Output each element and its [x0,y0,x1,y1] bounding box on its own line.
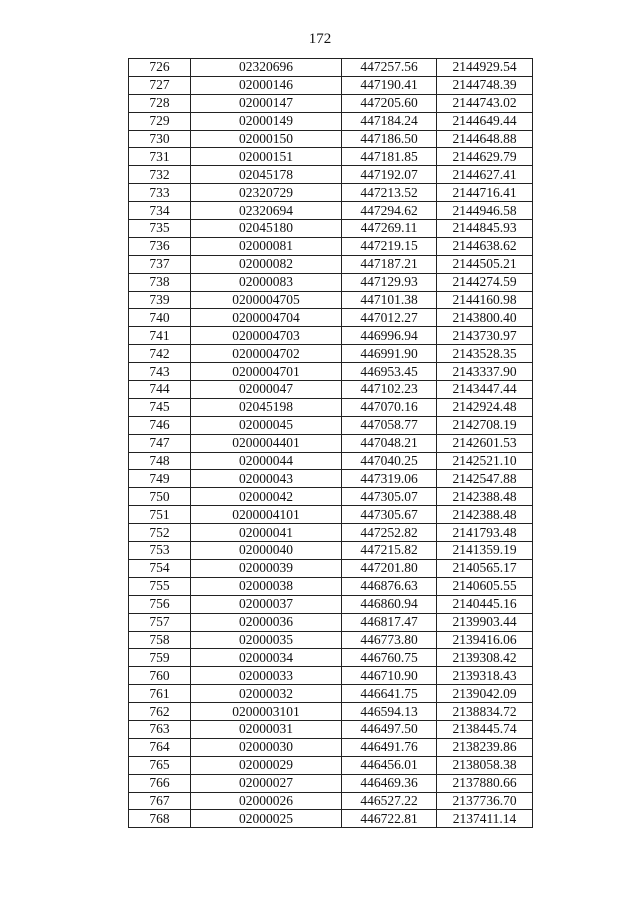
x-coordinate-cell: 446773.80 [342,631,437,649]
table-row [129,220,533,238]
table-row [129,112,533,130]
row-index-cell: 738 [129,273,191,291]
row-index-cell: 759 [129,649,191,667]
y-coordinate-cell: 2142924.48 [437,398,533,416]
point-id-cell: 02000038 [191,577,342,595]
y-coordinate-cell: 2144627.41 [437,166,533,184]
y-coordinate-cell: 2144629.79 [437,148,533,166]
y-coordinate-cell: 2144716.41 [437,184,533,202]
row-index-cell: 753 [129,542,191,560]
row-index-cell: 736 [129,237,191,255]
x-coordinate-cell: 447184.24 [342,112,437,130]
point-id-cell: 02000032 [191,685,342,703]
table-row [129,452,533,470]
x-coordinate-cell: 446760.75 [342,649,437,667]
table-row [129,363,533,381]
row-index-cell: 735 [129,220,191,238]
x-coordinate-cell: 447048.21 [342,434,437,452]
point-id-cell: 02000029 [191,756,342,774]
row-index-cell: 758 [129,631,191,649]
row-index-cell: 730 [129,130,191,148]
point-id-cell: 02000146 [191,76,342,94]
row-index-cell: 734 [129,202,191,220]
row-index-cell: 737 [129,255,191,273]
y-coordinate-cell: 2137411.14 [437,810,533,828]
y-coordinate-cell: 2140605.55 [437,577,533,595]
table-row [129,685,533,703]
row-index-cell: 743 [129,363,191,381]
row-index-cell: 766 [129,774,191,792]
x-coordinate-cell: 446491.76 [342,738,437,756]
y-coordinate-cell: 2142547.88 [437,470,533,488]
y-coordinate-cell: 2137736.70 [437,792,533,810]
y-coordinate-cell: 2138445.74 [437,720,533,738]
x-coordinate-cell: 446594.13 [342,703,437,721]
x-coordinate-cell: 447201.80 [342,559,437,577]
x-coordinate-cell: 447187.21 [342,255,437,273]
y-coordinate-cell: 2139903.44 [437,613,533,631]
table-row [129,720,533,738]
row-index-cell: 726 [129,59,191,77]
x-coordinate-cell: 446817.47 [342,613,437,631]
point-id-cell: 0200004101 [191,506,342,524]
x-coordinate-cell: 447102.23 [342,381,437,399]
point-id-cell: 02045178 [191,166,342,184]
y-coordinate-cell: 2142388.48 [437,506,533,524]
row-index-cell: 755 [129,577,191,595]
coordinates-table-body [129,59,533,828]
point-id-cell: 02000045 [191,416,342,434]
point-id-cell: 02000035 [191,631,342,649]
point-id-cell: 02000027 [191,774,342,792]
y-coordinate-cell: 2141793.48 [437,524,533,542]
row-index-cell: 741 [129,327,191,345]
point-id-cell: 02000081 [191,237,342,255]
table-row [129,470,533,488]
row-index-cell: 748 [129,452,191,470]
table-row [129,488,533,506]
y-coordinate-cell: 2144648.88 [437,130,533,148]
x-coordinate-cell: 447213.52 [342,184,437,202]
row-index-cell: 750 [129,488,191,506]
x-coordinate-cell: 446497.50 [342,720,437,738]
point-id-cell: 02000043 [191,470,342,488]
table-row [129,309,533,327]
row-index-cell: 727 [129,76,191,94]
x-coordinate-cell: 446710.90 [342,667,437,685]
point-id-cell: 02000026 [191,792,342,810]
row-index-cell: 739 [129,291,191,309]
point-id-cell: 02000037 [191,595,342,613]
table-row [129,613,533,631]
point-id-cell: 02000083 [191,273,342,291]
y-coordinate-cell: 2144638.62 [437,237,533,255]
y-coordinate-cell: 2144743.02 [437,94,533,112]
point-id-cell: 02000147 [191,94,342,112]
y-coordinate-cell: 2144160.98 [437,291,533,309]
point-id-cell: 0200004705 [191,291,342,309]
table-row [129,703,533,721]
x-coordinate-cell: 446860.94 [342,595,437,613]
page-number: 172 [308,31,332,47]
x-coordinate-cell: 447040.25 [342,452,437,470]
point-id-cell: 02000040 [191,542,342,560]
point-id-cell: 02000025 [191,810,342,828]
point-id-cell: 02045180 [191,220,342,238]
row-index-cell: 733 [129,184,191,202]
table-row [129,577,533,595]
row-index-cell: 728 [129,94,191,112]
point-id-cell: 0200003101 [191,703,342,721]
row-index-cell: 754 [129,559,191,577]
row-index-cell: 760 [129,667,191,685]
table-row [129,667,533,685]
table-row [129,130,533,148]
x-coordinate-cell: 447319.06 [342,470,437,488]
y-coordinate-cell: 2143447.44 [437,381,533,399]
x-coordinate-cell: 447101.38 [342,291,437,309]
y-coordinate-cell: 2140565.17 [437,559,533,577]
x-coordinate-cell: 447294.62 [342,202,437,220]
y-coordinate-cell: 2142708.19 [437,416,533,434]
point-id-cell: 0200004401 [191,434,342,452]
point-id-cell: 02000042 [191,488,342,506]
y-coordinate-cell: 2142601.53 [437,434,533,452]
row-index-cell: 764 [129,738,191,756]
point-id-cell: 02000151 [191,148,342,166]
x-coordinate-cell: 447205.60 [342,94,437,112]
y-coordinate-cell: 2144505.21 [437,255,533,273]
point-id-cell: 02000082 [191,255,342,273]
point-id-cell: 02000030 [191,738,342,756]
point-id-cell: 0200004701 [191,363,342,381]
x-coordinate-cell: 446876.63 [342,577,437,595]
y-coordinate-cell: 2139416.06 [437,631,533,649]
table-row [129,148,533,166]
point-id-cell: 02000033 [191,667,342,685]
point-id-cell: 02045198 [191,398,342,416]
point-id-cell: 02000039 [191,559,342,577]
y-coordinate-cell: 2138058.38 [437,756,533,774]
y-coordinate-cell: 2143730.97 [437,327,533,345]
x-coordinate-cell: 447192.07 [342,166,437,184]
table-row [129,184,533,202]
table-row [129,291,533,309]
y-coordinate-cell: 2143800.40 [437,309,533,327]
point-id-cell: 02320694 [191,202,342,220]
table-row [129,327,533,345]
x-coordinate-cell: 447305.67 [342,506,437,524]
x-coordinate-cell: 447215.82 [342,542,437,560]
x-coordinate-cell: 446991.90 [342,345,437,363]
row-index-cell: 746 [129,416,191,434]
y-coordinate-cell: 2142521.10 [437,452,533,470]
y-coordinate-cell: 2138239.86 [437,738,533,756]
table-row [129,810,533,828]
x-coordinate-cell: 447305.07 [342,488,437,506]
row-index-cell: 756 [129,595,191,613]
row-index-cell: 761 [129,685,191,703]
table-row [129,416,533,434]
table-row [129,202,533,220]
point-id-cell: 02000036 [191,613,342,631]
row-index-cell: 747 [129,434,191,452]
x-coordinate-cell: 447129.93 [342,273,437,291]
table-row [129,434,533,452]
coordinates-table [128,58,533,828]
x-coordinate-cell: 447269.11 [342,220,437,238]
x-coordinate-cell: 447219.15 [342,237,437,255]
table-row [129,76,533,94]
y-coordinate-cell: 2139042.09 [437,685,533,703]
table-row [129,756,533,774]
table-row [129,255,533,273]
x-coordinate-cell: 446469.36 [342,774,437,792]
row-index-cell: 745 [129,398,191,416]
table-row [129,792,533,810]
row-index-cell: 767 [129,792,191,810]
x-coordinate-cell: 447190.41 [342,76,437,94]
point-id-cell: 02320729 [191,184,342,202]
row-index-cell: 765 [129,756,191,774]
row-index-cell: 742 [129,345,191,363]
row-index-cell: 763 [129,720,191,738]
row-index-cell: 740 [129,309,191,327]
table-row [129,237,533,255]
table-row [129,273,533,291]
table-row [129,738,533,756]
point-id-cell: 02000047 [191,381,342,399]
x-coordinate-cell: 446996.94 [342,327,437,345]
table-row [129,166,533,184]
x-coordinate-cell: 447181.85 [342,148,437,166]
table-row [129,774,533,792]
row-index-cell: 749 [129,470,191,488]
point-id-cell: 0200004704 [191,309,342,327]
point-id-cell: 02000041 [191,524,342,542]
table-row [129,524,533,542]
y-coordinate-cell: 2144845.93 [437,220,533,238]
y-coordinate-cell: 2138834.72 [437,703,533,721]
table-row [129,381,533,399]
point-id-cell: 02320696 [191,59,342,77]
table-row [129,506,533,524]
y-coordinate-cell: 2139308.42 [437,649,533,667]
point-id-cell: 02000044 [191,452,342,470]
point-id-cell: 02000150 [191,130,342,148]
row-index-cell: 729 [129,112,191,130]
x-coordinate-cell: 447257.56 [342,59,437,77]
x-coordinate-cell: 447058.77 [342,416,437,434]
point-id-cell: 02000034 [191,649,342,667]
y-coordinate-cell: 2141359.19 [437,542,533,560]
y-coordinate-cell: 2144748.39 [437,76,533,94]
y-coordinate-cell: 2140445.16 [437,595,533,613]
table-row [129,542,533,560]
point-id-cell: 02000031 [191,720,342,738]
table-row [129,649,533,667]
row-index-cell: 732 [129,166,191,184]
table-row [129,398,533,416]
table-row [129,595,533,613]
y-coordinate-cell: 2144649.44 [437,112,533,130]
y-coordinate-cell: 2143337.90 [437,363,533,381]
y-coordinate-cell: 2143528.35 [437,345,533,363]
y-coordinate-cell: 2144946.58 [437,202,533,220]
point-id-cell: 02000149 [191,112,342,130]
y-coordinate-cell: 2144274.59 [437,273,533,291]
table-row [129,94,533,112]
y-coordinate-cell: 2144929.54 [437,59,533,77]
x-coordinate-cell: 446527.22 [342,792,437,810]
y-coordinate-cell: 2142388.48 [437,488,533,506]
point-id-cell: 0200004703 [191,327,342,345]
table-row [129,345,533,363]
row-index-cell: 731 [129,148,191,166]
x-coordinate-cell: 446641.75 [342,685,437,703]
y-coordinate-cell: 2137880.66 [437,774,533,792]
table-row [129,559,533,577]
table-row [129,59,533,77]
x-coordinate-cell: 447070.16 [342,398,437,416]
row-index-cell: 752 [129,524,191,542]
x-coordinate-cell: 447252.82 [342,524,437,542]
x-coordinate-cell: 446456.01 [342,756,437,774]
point-id-cell: 0200004702 [191,345,342,363]
row-index-cell: 768 [129,810,191,828]
y-coordinate-cell: 2139318.43 [437,667,533,685]
x-coordinate-cell: 446722.81 [342,810,437,828]
x-coordinate-cell: 446953.45 [342,363,437,381]
x-coordinate-cell: 447186.50 [342,130,437,148]
row-index-cell: 757 [129,613,191,631]
x-coordinate-cell: 447012.27 [342,309,437,327]
table-row [129,631,533,649]
row-index-cell: 751 [129,506,191,524]
row-index-cell: 762 [129,703,191,721]
row-index-cell: 744 [129,381,191,399]
